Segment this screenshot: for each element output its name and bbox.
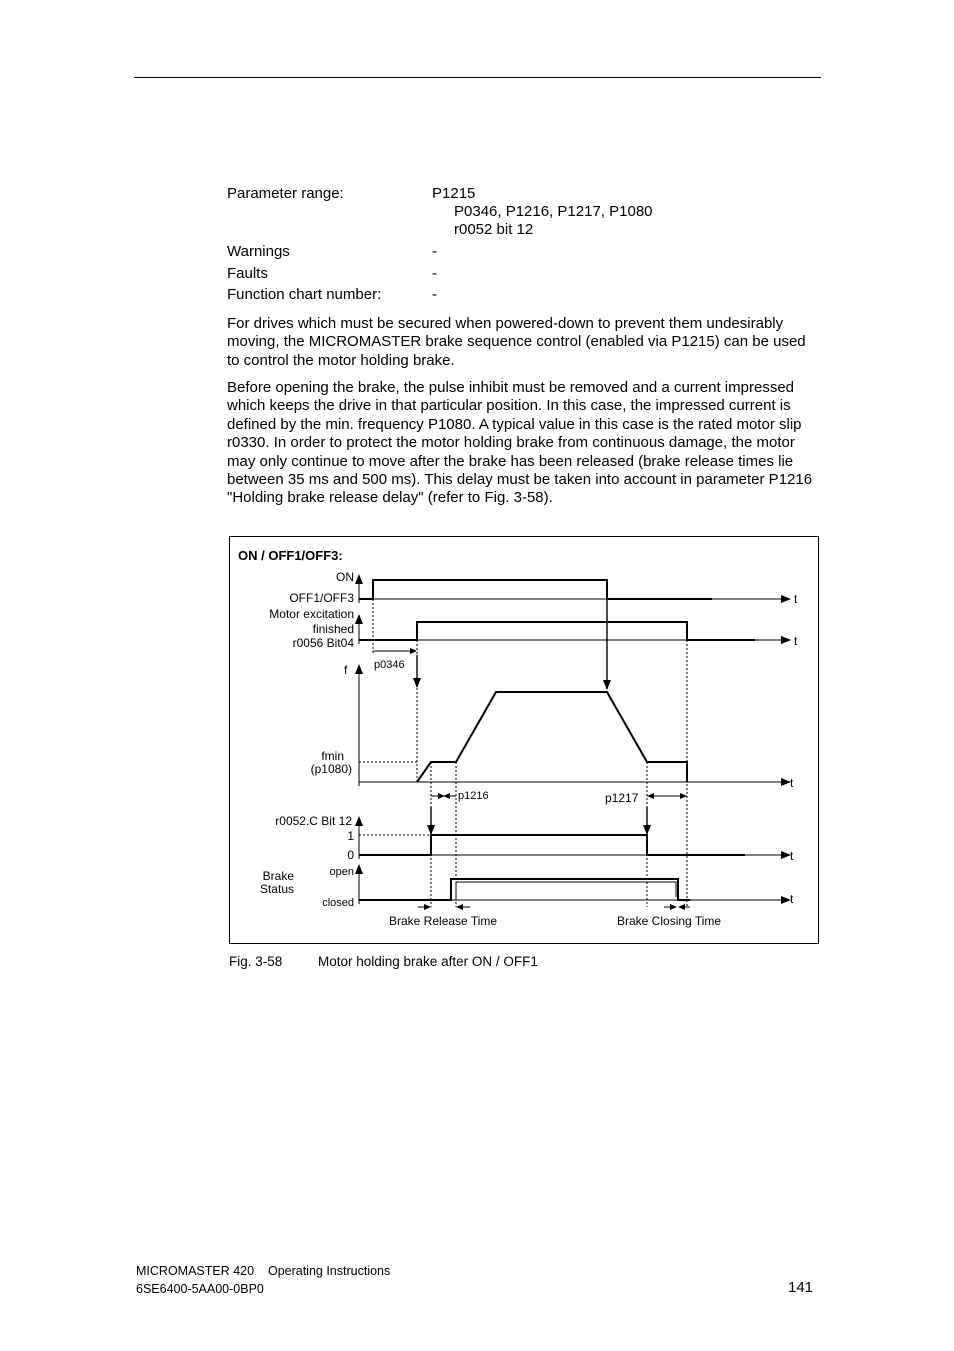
brake-release-time-label: Brake Release Time <box>389 914 498 928</box>
timing-diagram <box>229 536 819 944</box>
open-label: open <box>329 866 354 878</box>
timing-diagram-svg <box>230 537 820 945</box>
figure-number: Fig. 3-58 <box>229 954 283 969</box>
page-number: 141 <box>788 1279 814 1296</box>
parameter-range-value-2: P0346, P1216, P1217, P1080 <box>454 203 653 220</box>
off-label: OFF1/OFF3 <box>289 591 354 605</box>
paragraph-1: For drives which must be secured when powered-down to prevent them undesirably moving, the MICROMASTER brake sequence control (enabled via P1215) can be used to control the motor holding brake. <box>227 315 806 369</box>
excitation-label-2: finished <box>312 622 354 636</box>
excitation-label-3: r0056 Bit04 <box>292 636 354 650</box>
p0346-label: p0346 <box>374 659 405 671</box>
p1217-label: p1217 <box>605 791 639 805</box>
fmin-label-1: fmin <box>321 749 344 763</box>
t-label-on: t <box>794 592 798 606</box>
closed-label: closed <box>322 897 354 909</box>
t-label-excitation: t <box>794 634 798 648</box>
diagram-title: ON / OFF1/OFF3: <box>238 548 343 563</box>
brake-label-1: Brake <box>262 869 294 883</box>
t-label-brake: t <box>790 892 794 906</box>
footer-product: MICROMASTER 420 Operating Instructions <box>136 1264 391 1278</box>
excitation-label-1: Motor excitation <box>269 607 354 621</box>
paragraph-2: Before opening the brake, the pulse inhibit must be removed and a current impressed which keeps the drive in that particular position. In this case, the impressed current is defined by the min. frequency P1080. A typical value in this case is the rated motor slip r0330. In order to protect the motor holding brake from continuous damage, the motor may only continue to move after the brake has been released (brake release times lie between 35 ms and 500 ms). This delay must be taken into account in parameter P1216 "Holding brake release delay" (refer to Fig. 3-58). <box>227 379 813 507</box>
header-rule <box>134 77 821 78</box>
level-zero-label: 0 <box>347 848 354 862</box>
fmin-label-2: (p1080) <box>310 762 352 776</box>
parameter-range-label: Parameter range: <box>227 185 344 202</box>
function-chart-value: - <box>432 286 437 303</box>
figure-caption: Motor holding brake after ON / OFF1 <box>318 954 538 969</box>
warnings-label: Warnings <box>227 243 290 260</box>
level-one-label: 1 <box>347 829 354 843</box>
faults-label: Faults <box>227 265 268 282</box>
faults-value: - <box>432 265 437 282</box>
p1216-label: p1216 <box>458 790 489 802</box>
on-label: ON <box>336 570 354 584</box>
r0052-label: r0052.C Bit 12 <box>275 814 352 828</box>
warnings-value: - <box>432 243 437 260</box>
function-chart-label: Function chart number: <box>227 286 382 303</box>
f-label: f <box>344 663 348 677</box>
t-label-frequency: t <box>790 776 794 790</box>
parameter-range-value-3: r0052 bit 12 <box>454 221 534 238</box>
brake-closing-time-label: Brake Closing Time <box>617 914 722 928</box>
footer-order-number: 6SE6400-5AA00-0BP0 <box>136 1282 264 1296</box>
parameter-range-value-1: P1215 <box>432 185 476 202</box>
brake-label-2: Status <box>259 882 294 896</box>
t-label-r0052: t <box>790 849 794 863</box>
